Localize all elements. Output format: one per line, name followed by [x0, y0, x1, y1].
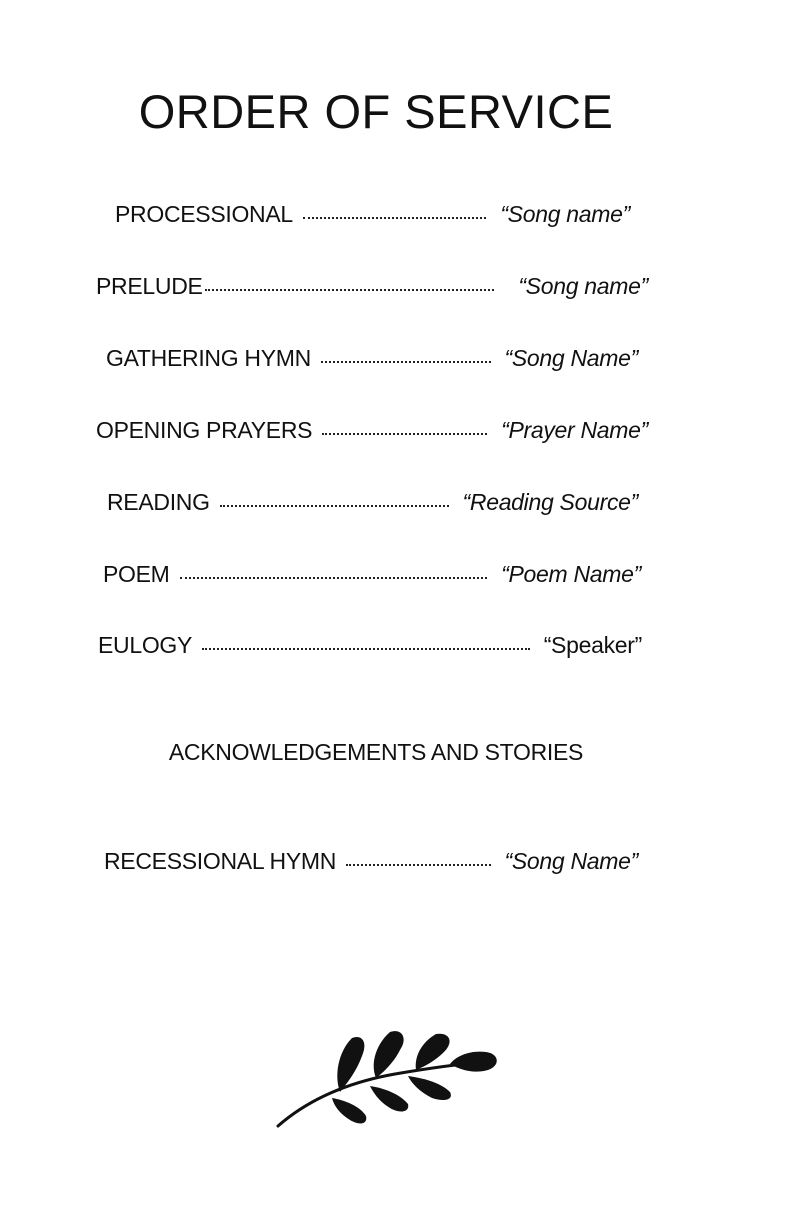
item-label: READING	[107, 489, 210, 515]
item-label: POEM	[103, 561, 170, 587]
service-item-reading	[107, 486, 638, 518]
dot-leader	[321, 361, 491, 363]
page-title: ORDER OF SERVICE	[138, 85, 614, 138]
item-value: “Song name”	[518, 273, 648, 299]
dot-leader	[205, 289, 495, 291]
service-item-gathering-hymn	[106, 342, 638, 374]
service-item-poem	[103, 558, 641, 590]
item-value: “Song Name”	[504, 848, 638, 874]
service-item-prelude	[96, 270, 648, 302]
dot-leader	[220, 505, 449, 507]
service-item-eulogy	[98, 629, 642, 661]
item-value: “Song name”	[500, 201, 630, 227]
item-value: “Song Name”	[504, 345, 638, 371]
item-value: “Prayer Name”	[501, 417, 648, 443]
service-item-processional	[115, 198, 630, 230]
dot-leader	[322, 433, 487, 435]
item-value: “Speaker”	[543, 632, 642, 658]
item-label: GATHERING HYMN	[106, 345, 311, 371]
item-label: RECESSIONAL HYMN	[104, 848, 337, 874]
item-label: PROCESSIONAL	[115, 201, 293, 227]
service-item-recessional-hymn	[104, 845, 638, 877]
item-value: “Poem Name”	[501, 561, 641, 587]
item-label: EULOGY	[98, 632, 193, 658]
leaf-branch-icon	[270, 1016, 510, 1136]
dot-leader	[346, 864, 490, 866]
item-value: “Reading Source”	[462, 489, 638, 515]
service-item-opening-prayers	[96, 414, 648, 446]
acknowledgements-heading: ACKNOWLEDGEMENTS AND STORIES	[168, 739, 584, 765]
dot-leader	[180, 577, 488, 579]
item-label: PRELUDE	[96, 273, 203, 299]
item-label: OPENING PRAYERS	[96, 417, 313, 443]
dot-leader	[202, 648, 530, 650]
dot-leader	[303, 217, 486, 219]
